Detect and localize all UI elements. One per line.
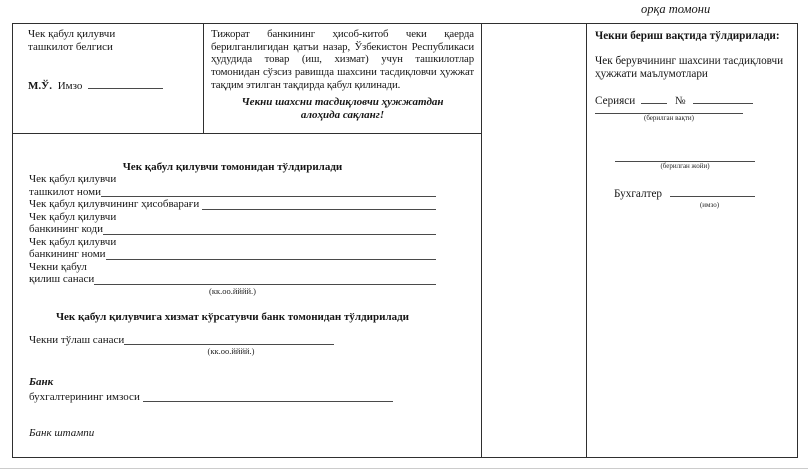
pay-date-format-caption: (кк.оо.йййй.) [207,346,255,357]
field-bank-name-label: банкининг номи [29,248,106,261]
field-bank-code-blank-line [103,223,436,234]
notice-warning: Чекни шахсни тасдиқловчи ҳужжатдан алоҳида сақланг! [241,95,444,121]
org-mark-label-line2: ташкилот белгиси [28,41,113,53]
field-bank-code-pre: Чек қабул қилувчи [29,210,117,223]
bank-section-title: Чек қабул қилувчига хизмат кўрсатувчи банк томонидан тўлдирилади [55,310,410,323]
field-accept-date [29,273,436,285]
field-accountant-signature [29,391,436,403]
main-panel [12,23,482,458]
accountant-signature-blank-line [143,391,393,402]
issue-section-title: Чекни бериш вақтида тўлдирилади: [595,30,780,42]
page-bottom-edge [0,468,808,469]
number-label: № [674,95,686,107]
cheque-back-table [12,23,798,458]
field-org-name-blank-line [101,186,436,197]
field-pay-date-label: Чекни тўлаш санаси [29,333,125,346]
field-pay-date-blank-line [124,334,334,345]
field-accept-date-pre: Чекни қабул [29,260,87,273]
field-bank-code [29,223,436,235]
field-accept-date-label: қилиш санаси [29,273,95,286]
org-mark-cell [13,24,204,133]
issue-panel [586,23,798,458]
accountant-row [614,187,787,201]
field-account [29,198,436,210]
series-label: Серияси [595,95,636,107]
field-bank-name-blank-line [106,248,436,259]
signature-caption: (имзо) [699,201,720,209]
field-bank-code-label: банкининг коди [29,223,103,236]
date-format-caption: (кк.оо.йййй.) [209,285,256,296]
series-number-row [595,94,787,108]
field-bank-name [29,248,436,260]
page-side-label: орқа томони [641,2,711,16]
signature-label: Имзо [57,80,83,92]
field-pay-date [29,334,436,346]
field-org-name-pre: Чек қабул қилувчи [29,173,117,186]
issued-time-caption: (берилган вақти) [644,114,694,122]
number-blank-line [693,94,753,104]
issued-place-caption: (берилган жойи) [660,161,710,170]
bank-stamp-label: Банк штампи [29,427,95,440]
form-cell [13,134,481,457]
notice-cell [204,24,481,133]
recipient-section-title: Чек қабул қилувчи томонидан тўлдирилади [122,161,343,173]
field-org-name [29,186,436,198]
accountant-signature-label: бухгалтерининг имзоси [29,390,143,403]
series-blank-line [641,94,667,104]
signature-blank-line [88,79,163,89]
notice-paragraph: Тижорат банкининг ҳисоб-китоб чеки қаерда берилганлигидан қатъи назар, Ўзбекистон Республикаси ҳудудида товар (иш, хизмат) учун ташкилотлар томонидан сўзсиз равишда шахсини тасдиқловчи ҳужжат тақдим этилган тақдирда қабул қилинади. [211,28,474,91]
field-account-label: Чек қабул қилувчининг ҳисобварағи [29,198,202,211]
org-mark-label-line1: Чек қабул қилувчи [28,28,116,40]
seal-signature-row [28,79,193,93]
accountant-blank-line [670,187,755,197]
seal-abbr-label: М.Ў. [28,80,52,92]
field-org-name-label: ташкилот номи [29,185,101,198]
field-accept-date-blank-line [94,273,436,284]
bank-label: Банк [29,376,54,389]
issuer-id-document-label: Чек берувчининг шахсини тасдиқловчи ҳужжати маълумотлари [595,55,784,80]
field-account-blank-line [202,198,436,209]
field-bank-name-pre: Чек қабул қилувчи [29,235,117,248]
spine-spacer-cell [482,23,586,458]
top-row [13,24,481,134]
accountant-label: Бухгалтер [614,188,663,200]
